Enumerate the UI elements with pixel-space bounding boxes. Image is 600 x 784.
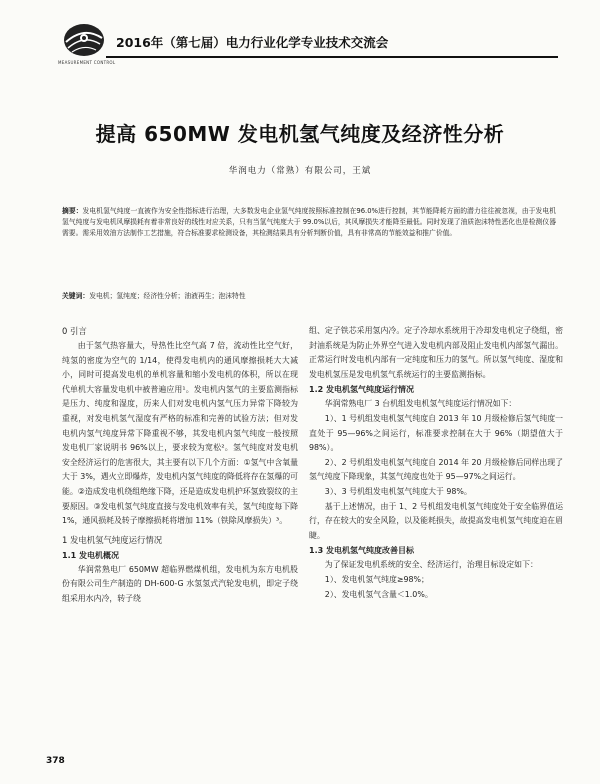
logo-caption: MEASUREMENT CONTROL bbox=[58, 60, 116, 65]
abstract-text: 发电机氢气纯度一直被作为安全性指标进行治理，大多数发电企业氢气纯度按照标准控制在96.0%进行控制，其节能降耗方面的潜力往往被忽视，由于发电机氢气纯度与发电机风摩损耗有着非常良好的线性对应关系，只有当氢气纯度大于 99.0%以后，其风摩损失才能降至最低。同时发现了油质泡沫特性恶化也是检测仪器需要。需采用效油方法制作工艺措施，符合标准要求检测设备，其检测结果具有分析判断价值，具有非常高的节能效益和推广价值。 bbox=[62, 207, 557, 238]
conference-logo-icon bbox=[60, 20, 108, 64]
keywords bbox=[62, 290, 556, 300]
paragraph: 为了保证发电机系统的安全、经济运行，治理目标设定如下： bbox=[324, 560, 538, 570]
abstract bbox=[62, 206, 556, 240]
list-item: 1）、1 号机组发电机氢气纯度自 2013 年 10 月级检修后氢气纯度一直处于 95—96%之间运行，标准要求控制在大于 96%（期望值大于 98%）。 bbox=[309, 413, 563, 453]
paragraph: 基于上述情况，由于 1、2 号机组发电机氢气纯度处于安全临界值运行，存在较大的安全风险，以及能耗损失，故提高发电机氢气纯度迫在眉睫。 bbox=[309, 501, 563, 540]
section-heading-1-1: 1.1 发电机概况 bbox=[62, 550, 119, 560]
section-heading-introduction: 0 引言 bbox=[62, 326, 87, 336]
list-item: 2）、2 号机组发电机氢气纯度自 2014 年 20 月级检修后同样出现了氢气纯度下降现象，其氢气纯度也处于 95—97%之间运行。 bbox=[309, 457, 563, 482]
section-heading-1: 1 发电机氢气纯度运行情况 bbox=[62, 534, 163, 545]
keywords-text: 发电机；氢纯度；经济性分析；油液再生；泡沫特性 bbox=[89, 292, 246, 300]
paper-title: 提高 650MW 发电机氢气纯度及经济性分析 bbox=[95, 122, 505, 146]
conference-header-title: 2016年（第七届）电力行业化学专业技术交流会 bbox=[116, 35, 389, 50]
section-heading-1-2: 1.2 发电机氢气纯度运行情况 bbox=[309, 385, 414, 395]
keywords-label: 关键词： bbox=[62, 292, 90, 300]
header-divider bbox=[106, 56, 558, 58]
paragraph: 组、定子铁芯采用氢内冷。定子冷却水系统用于冷却发电机定子绕组，密封油系统是为防止外界空气进入发电机内部及阻止发电机内部氢气漏出。正常运行时发电机内部有一定纯度和压力的氢气。所以氢气纯度、湿度和发电机氢压是发电机氢气系统运行的主要监测指标。 bbox=[309, 326, 563, 379]
paragraph: 华润常熟电厂 650MW 超临界燃煤机组，发电机为东方电机股份有限公司生产制造的 DH-600-G 水氢氢式汽轮发电机，即定子绕组采用水内冷，转子绕 bbox=[62, 564, 298, 603]
list-item: 1）、发电机氢气纯度≥98%； bbox=[324, 574, 429, 584]
paper-authors: 华润电力（常熟）有限公司，王斌 bbox=[228, 166, 372, 176]
page-number: 378 bbox=[46, 756, 65, 766]
section-heading-1-3: 1.3 发电机氢气纯度改善目标 bbox=[309, 546, 414, 556]
list-item: 3）、3 号机组发电机氢气纯度大于 98%。 bbox=[324, 486, 472, 496]
paragraph: 华润常熟电厂 3 台机组发电机氢气纯度运行情况如下： bbox=[324, 399, 517, 409]
paragraph: 由于氢气热容量大，导热性比空气高 7 倍，流动性比空气好，纯氢的密度为空气的 1/14，使得发电机内的通风摩擦损耗大大减小，同时可提高发电机的单机容量和缩小发电机的体积，所以在现代单机大容量发电机中被普遍应用¹。发电机内氢气的主要监测指标是压力、纯度和湿度，历来人们对发电机内氢气压力异常下降较为重视，对发电机氢气湿度有严格的标准和完善的试验方法；但对发电机内氢气纯度异常下降重视不够，其发电机内氢气纯度一般按照发电机厂家说明书 96%以上，要求较为宽松²。氢气纯度对发电机安全经济运行的危害很大，其主要有以下几个方面：①氢气中含氧量大于 3%，遇火立即爆炸，发电机内氢气纯度的降低将存在氢爆的可能。②造成发电机绕组绝缘下降，还是造成发电机护环氢致裂纹的主要原因。③发电机氢气纯度直接与发电机效率有关，氢气纯度每下降 1%，通风损耗及转子摩擦损耗将增加 11%（铁除风摩损失）³。 bbox=[62, 341, 298, 526]
body-column-right bbox=[309, 324, 563, 602]
list-item: 2）、发电机氢气含量＜1.0%。 bbox=[324, 589, 433, 599]
body-column-left bbox=[62, 324, 298, 607]
abstract-label: 摘要： bbox=[62, 207, 83, 215]
